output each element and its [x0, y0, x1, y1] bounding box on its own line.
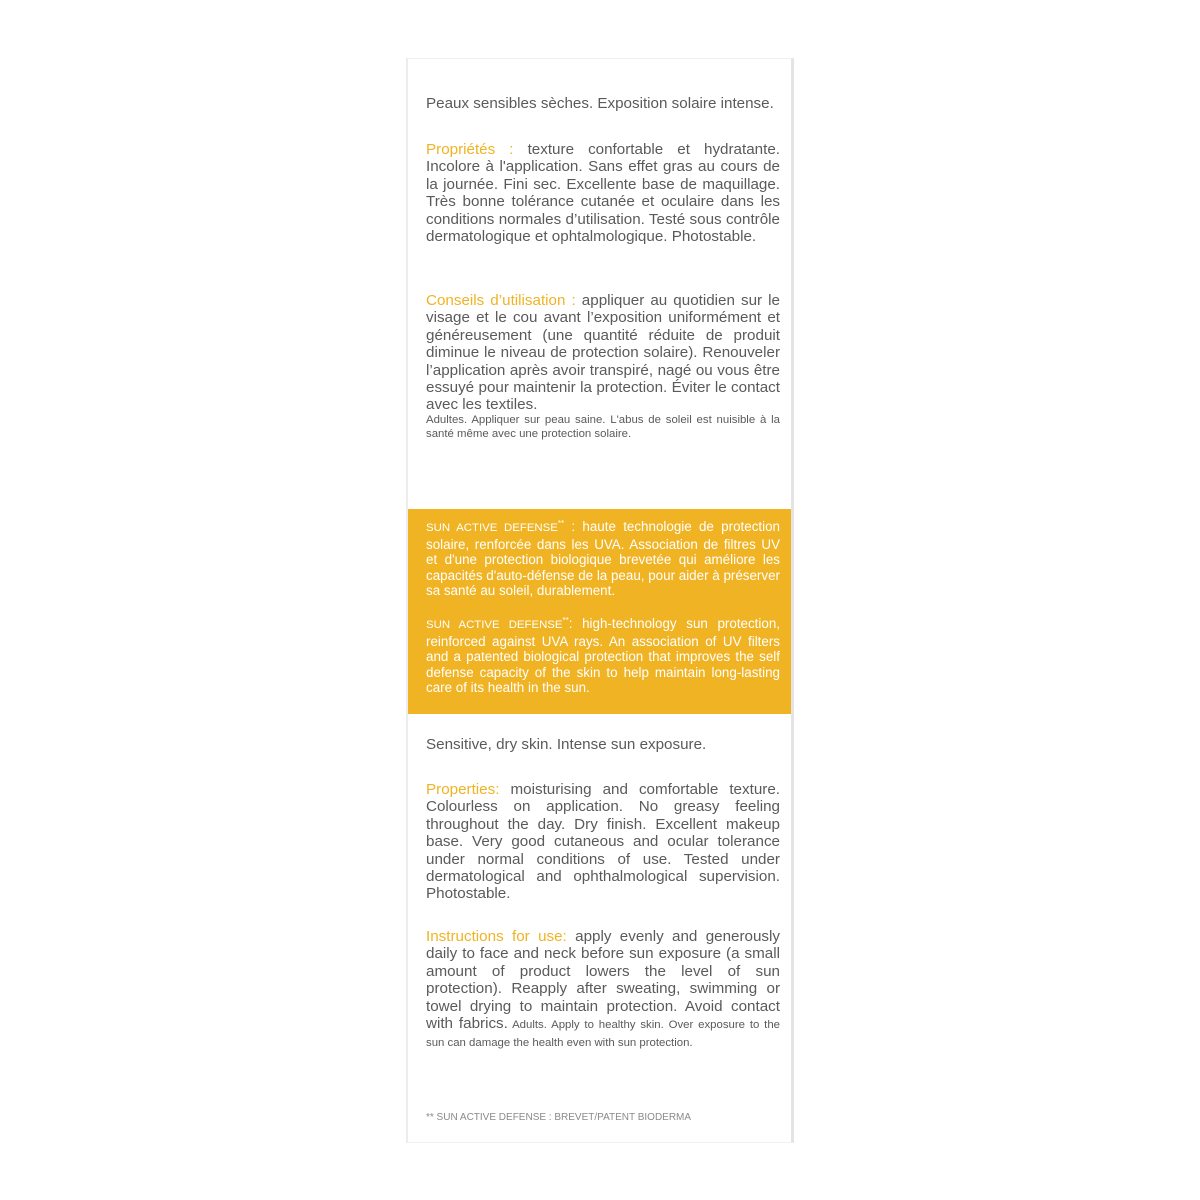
fr-advice-label: Conseils d’utilisation :: [426, 292, 576, 309]
band-en-text: : high-technology sun protection, reinforced against UVA rays. An association of UV filters and a patented biological protection that improves the self defense capacity of the skin to help maintain long-lasting care of its health in the sun.: [426, 616, 780, 696]
band-fr-text: : haute technologie de protection solaire, renforcée dans les UVA. Association de filtres UV et d'une protection biologique brevetée qui améliore les capacités d'auto-défense de la peau, pour aider à préserver sa santé au soleil, durablement.: [426, 519, 780, 599]
band-en-label: SUN ACTIVE DEFENSE: [426, 619, 563, 631]
fr-properties-label: Propriétés :: [426, 141, 514, 158]
fr-advice: [426, 292, 780, 414]
product-box-panel: [406, 58, 794, 1143]
band-fr-marks: **: [557, 519, 565, 528]
fr-advice-small: Adultes. Appliquer sur peau saine. L'abus de soleil est nuisible à la santé même avec une protection solaire.: [426, 414, 780, 440]
band-en-marks: **: [562, 616, 569, 625]
en-intro: Sensitive, dry skin. Intense sun exposure.: [426, 736, 707, 753]
band-fr-label: SUN ACTIVE DEFENSE: [426, 522, 558, 534]
band-fr: [426, 519, 780, 599]
fr-properties: [426, 141, 780, 245]
fr-intro: Peaux sensibles sèches. Exposition solaire intense.: [426, 95, 774, 112]
band-en: [426, 616, 780, 696]
en-instructions-text: apply evenly and generously daily to face and neck before sun exposure (a small amount of product lowers the level of sun protection). Reapply after sweating, swimming or towel drying to maintain protection. Avoid contact with fabrics.: [426, 928, 780, 1033]
en-properties: [426, 781, 780, 903]
en-instructions-label: Instructions for use:: [426, 928, 567, 945]
fr-advice-text: appliquer au quotidien sur le visage et le cou avant l’exposition uniformément et généreusement (une quantité réduite de produit diminue le niveau de protection solaire). Renouveler l’application après avoir transpiré, nagé ou vous être essuyé pour maintenir la protection. Éviter le contact avec les textiles.: [426, 292, 780, 414]
en-instructions: [426, 928, 780, 1050]
en-instructions-small: Adults. Apply to healthy skin. Over exposure to the sun can damage the health even with sun protection.: [426, 1019, 780, 1049]
fr-properties-text: texture confortable et hydratante. Incolore à l'application. Sans effet gras au cours de la journée. Fini sec. Excellente base de maquillage. Très bonne tolérance cutanée et oculaire dans les conditions normales d’utilisation. Testé sous contrôle dermatologique et ophtalmologique. Photostable.: [426, 141, 780, 246]
en-properties-label: Properties:: [426, 781, 500, 798]
sun-active-defense-band: [408, 509, 791, 714]
en-properties-text: moisturising and comfortable texture. Colourless on application. No greasy feeling throughout the day. Dry finish. Excellent makeup base. Very good cutaneous and ocular tolerance under normal conditions of use. Tested under dermatological and ophthalmological supervision. Photostable.: [426, 781, 780, 903]
footnote: ** SUN ACTIVE DEFENSE : BREVET/PATENT BIODERMA: [426, 1112, 692, 1123]
